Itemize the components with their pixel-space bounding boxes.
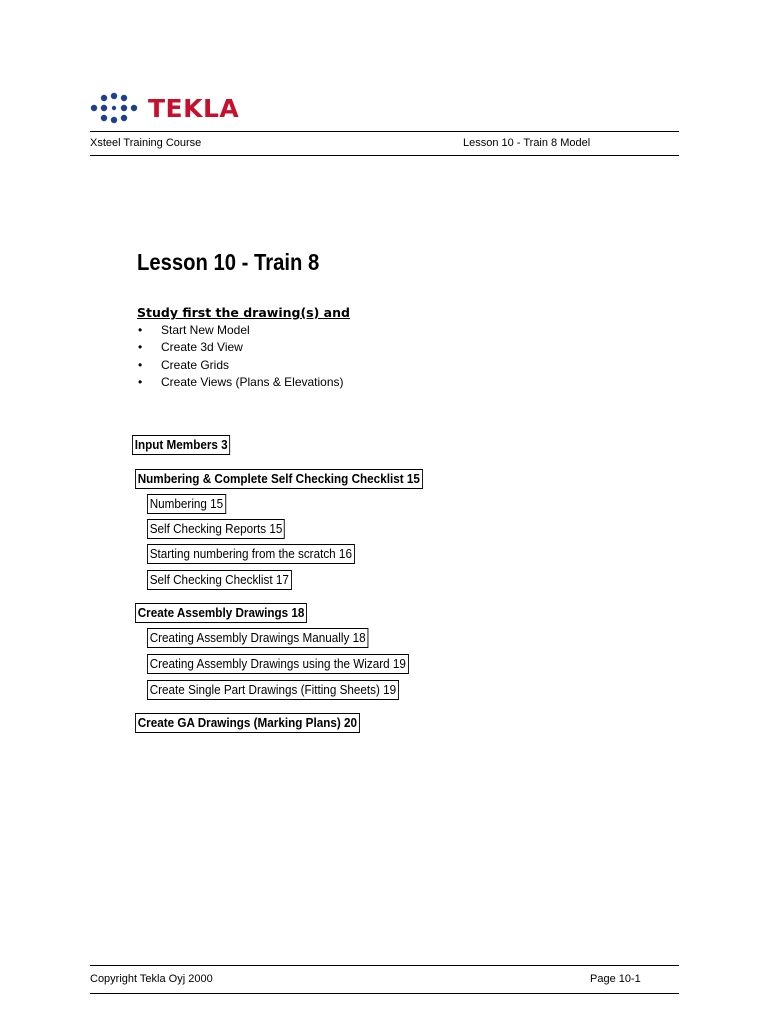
list-item: • Create Grids [137,357,344,374]
tekla-logo-icon [90,92,146,124]
toc-link-ga-section[interactable]: Create GA Drawings (Marking Plans) 20 [135,713,360,733]
toc-link-numbering-from-scratch[interactable]: Starting numbering from the scratch 16 [147,544,355,564]
lesson-reference: Lesson 10 - Train 8 Model [463,137,591,149]
list-item: • Create 3d View [137,339,344,356]
toc-link-numbering-section[interactable]: Numbering & Complete Self Checking Checklist 15 [135,469,423,489]
course-name: Xsteel Training Course [90,137,202,149]
toc-link-self-checking-checklist[interactable]: Self Checking Checklist 17 [147,570,292,590]
list-item: • Start New Model [137,322,344,339]
toc-link-assembly-section[interactable]: Create Assembly Drawings 18 [135,603,307,623]
footer-top-rule [90,965,679,966]
study-heading: Study first the drawing(s) and [137,305,350,320]
footer-bottom-rule [90,993,679,994]
page-title: Lesson 10 - Train 8 [137,249,320,275]
logo-wordmark: TEKLA [148,94,240,123]
toc-link-assembly-manually[interactable]: Creating Assembly Drawings Manually 18 [147,628,368,648]
header-bottom-rule [90,155,679,156]
copyright-text: Copyright Tekla Oyj 2000 [90,973,213,985]
toc-link-self-checking-reports[interactable]: Self Checking Reports 15 [147,519,285,539]
page-number: Page 10-1 [590,973,641,985]
tekla-logo [90,92,290,126]
prep-steps-list [137,322,344,391]
toc-link-single-part-drawings[interactable]: Create Single Part Drawings (Fitting Sheets) 19 [147,680,399,700]
header-top-rule [90,131,679,132]
toc-link-input-members[interactable]: Input Members 3 [132,435,230,455]
toc-link-numbering[interactable]: Numbering 15 [147,494,226,514]
toc-link-assembly-wizard[interactable]: Creating Assembly Drawings using the Wizard 19 [147,654,409,674]
list-item: • Create Views (Plans & Elevations) [137,374,344,391]
